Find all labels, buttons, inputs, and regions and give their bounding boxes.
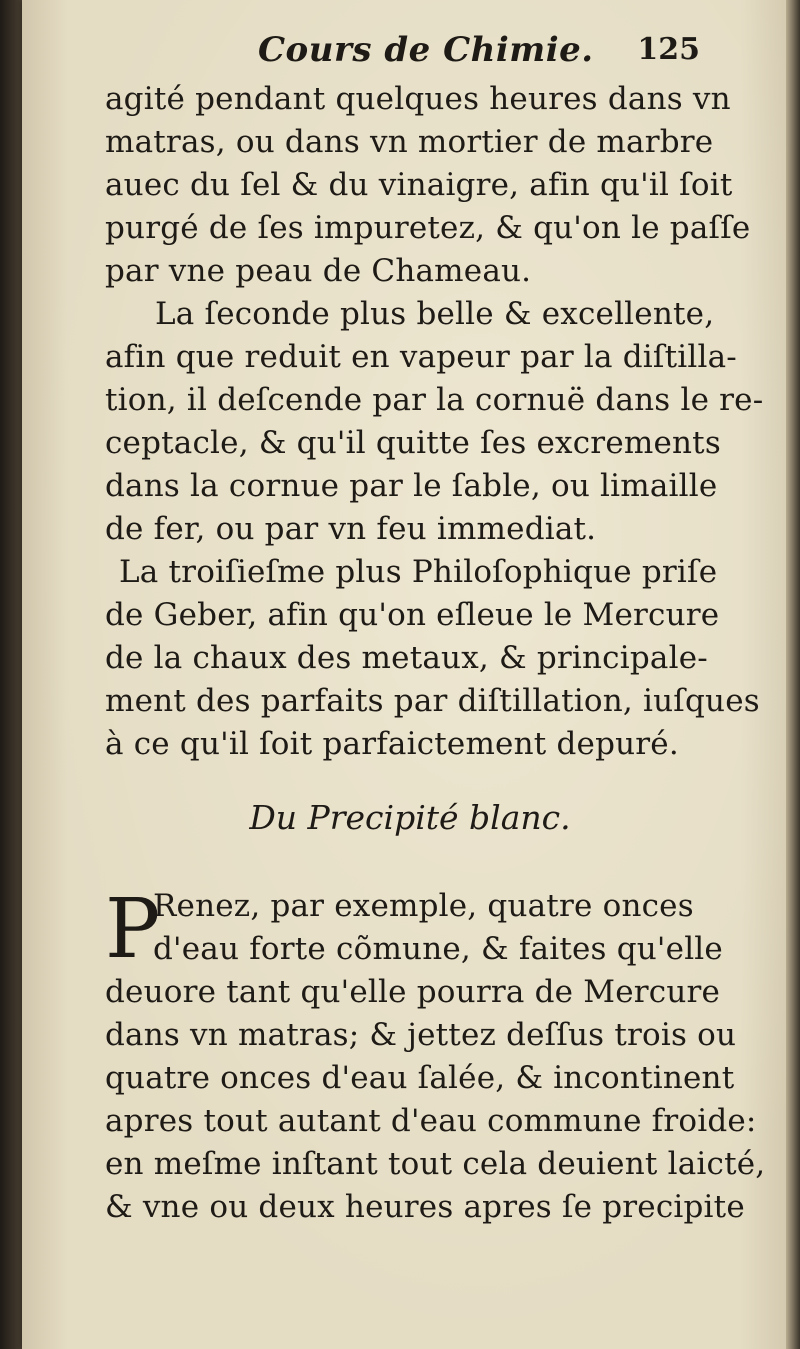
paragraph-3 xyxy=(105,551,760,766)
paragraph-1 xyxy=(105,78,751,293)
text-line: dans vn matras; & jettez deſſus trois ou xyxy=(105,1017,737,1053)
text-line: de Geber, afin qu'on eſleue le Mercure xyxy=(105,597,720,633)
drop-cap: P xyxy=(105,882,161,977)
book-edge-right xyxy=(786,0,800,1349)
main-text xyxy=(105,78,764,766)
text-line: deuore tant qu'elle pourra de Mercure xyxy=(105,974,721,1010)
text-line: apres tout autant d'eau commune froide: xyxy=(105,1103,757,1139)
text-line: dans la cornue par le ſable, ou limaille xyxy=(105,468,718,504)
text-line: tion, il deſcende par la cornuë dans le re- xyxy=(105,382,764,418)
text-line: de fer, ou par vn feu immediat. xyxy=(105,511,597,547)
text-line: par vne peau de Chameau. xyxy=(105,253,532,289)
running-title: Cours de Chimie. xyxy=(258,30,594,70)
text-line: agité pendant quelques heures dans vn xyxy=(105,81,731,117)
text-line: La ſeconde plus belle & excellente, xyxy=(155,296,715,332)
text-line: d'eau forte cõmune, & faites qu'elle xyxy=(153,931,723,967)
text-line: ceptacle, & qu'il quitte ſes excrements xyxy=(105,425,721,461)
text-line: afin que reduit en vapeur par la diſtilla- xyxy=(105,339,737,375)
text-line: quatre onces d'eau ſalée, & incontinent xyxy=(105,1060,735,1096)
text-line: matras, ou dans vn mortier de marbre xyxy=(105,124,714,160)
text-line: Renez, par exemple, quatre onces xyxy=(153,888,694,924)
page-header xyxy=(110,30,710,80)
text-line: en meſme inſtant tout cela deuient laicté, xyxy=(105,1146,766,1182)
paragraph-2 xyxy=(105,293,764,551)
text-line: La troiſieſme plus Philoſophique priſe xyxy=(119,554,718,590)
section-heading: Du Precipité blanc. xyxy=(249,798,571,837)
text-line: purgé de ſes impuretez, & qu'on le paſſe xyxy=(105,210,751,246)
text-line: & vne ou deux heures apres ſe precipite xyxy=(105,1189,745,1225)
text-line: auec du ſel & du vinaigre, afin qu'il ſoit xyxy=(105,167,733,203)
paragraph-4 xyxy=(105,882,766,1229)
text-line: à ce qu'il ſoit parfaictement depuré. xyxy=(105,726,679,762)
book-gutter-left xyxy=(0,0,22,1349)
text-line: de la chaux des metaux, & principale- xyxy=(105,640,708,676)
text-line: ment des parfaits par diſtillation, iuſques xyxy=(105,683,760,719)
page-number: 125 xyxy=(637,32,700,67)
